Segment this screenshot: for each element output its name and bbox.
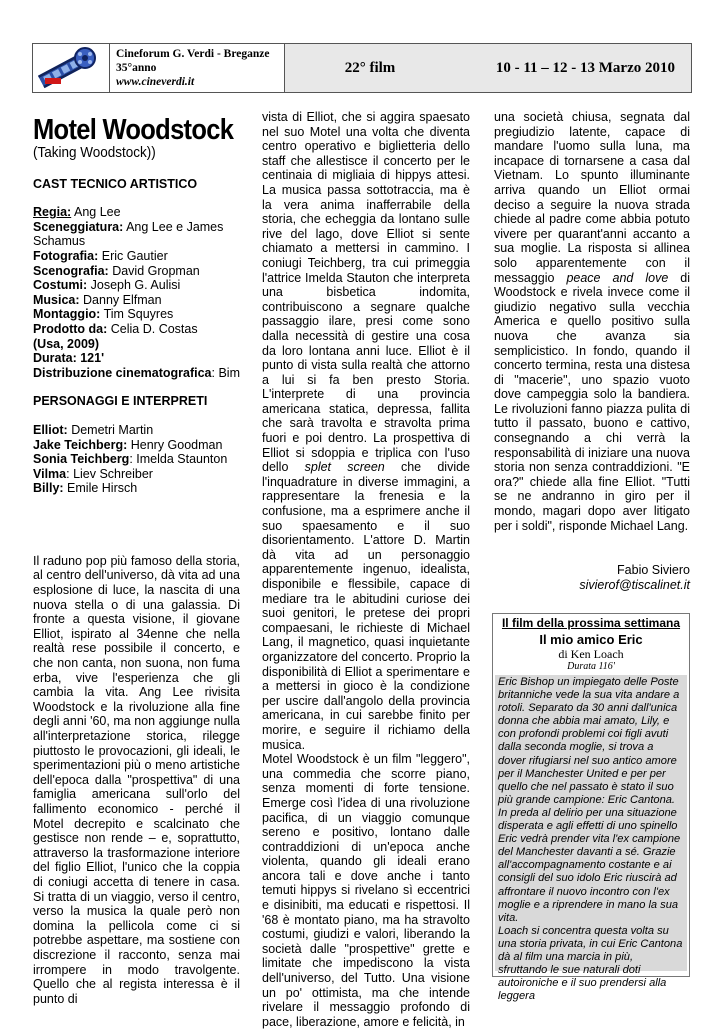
next-week-heading: Il film della prossima settimana [501, 616, 681, 630]
credit-label: Musica: [33, 292, 80, 307]
credit-label: Costumi: [33, 278, 88, 293]
review-text: di Woodstock e rivela invece come il giudizio negativo sulla vecchia America e quello positivo sulla nuova che avanza sia semplicistico. In fondo, quando il concerto termina, resta una distesa di "macerie", uno spazio vuoto dove campeggia solo la bandiera. Le rivoluzioni fanno piazza pulita di tutto il passato, buono e cattivo, consegnando a chi verrà la responsabilità di iniziare una nuova storia non senza contraddizioni. "E ora?" chiede alla fine Elliot. "Tutti se ne andranno in giro per il mondo, magari dopo aver litigato per i soldi", risponde Michael Lang. [494, 270, 690, 533]
next-film-title: Il mio amico Eric [539, 632, 643, 647]
credit-scenografia [33, 264, 240, 279]
review-author: Fabio Siviero [617, 563, 690, 578]
header-site: www.cineverdi.it [116, 76, 195, 88]
review-paragraph-2 [262, 110, 470, 752]
review-paragraph-1: Il raduno pop più famoso della storia, al centro dell'universo, dà vita ad una esplosione di luce, la nascita di una nuova stella o di una galassia. Di fronte a questa visione, il giovane Elliot, ispirato al 34enne che nella realtà rese possibile il concerto, e che non canta, non suona, non fuma erba, vive l'esperienza che gli cambia la vita. Ang Lee rivisita Woodstock e la rivoluzione alla fine degli anni '60, ma non aggiunge nulla all'interpretazione storica, rilegge piuttosto le provocazioni, gli ideali, le sperimentazioni più o meno artistiche dell'epoca dalla "prospettiva" di una famiglia americana sull'orlo del fallimento economico - perché il Motel decrepito e scalcinato che gestisce non rende – e, soprattutto, attraverso la trasformazione interiore del figlio Elliot, l'unico che la coppia di coniugi accetta di tenere in casa. Si tratta di un viaggio, verso il centro, verso la musica la quale però non domina la pellicola come ci si potrebbe aspettare, ma sostiene con discrezione il racconto, senza mai irrompere in modo travolgente. Quello che al regista interessa è il punto di [33, 553, 240, 1006]
cast-vilma [33, 467, 240, 482]
credit-label: Montaggio: [33, 307, 101, 322]
review-text: vista di Elliot, che si aggira spaesato nel suo Motel una volta che diventa centro operativo e biglietteria dello staff che allestisce il concerto per le centinaia di migliaia di hippys attesi. La musica passa sottotraccia, ma è la vera anima inafferrabile della storia, che echeggia da lontano sulle rive del lago, dove Elliot si sente chiamato a mettersi in cammino. I coniugi Teichberg, tra cui primeggia l'attrice Imelda Stauton che interpreta una bisbetica indomita, contribuiscono a segnare qualche passaggio ilare, presi come sono dalla necessità di gestire una cosa da loro lontana anni luce. Elliot è il punto di vista sulla realtà che attorno a lui si fa ben presto Storia. L'interprete di una provincia americana statica, depressa, fallita che sarà travolta e stravolta prima fuori e poi dentro. La prospettiva di Elliot si sdoppia e triplica con l'uso dello [262, 110, 470, 475]
credit-musica [33, 293, 240, 308]
credit-label: Scenografia: [33, 263, 109, 278]
film-number: 22° film [344, 59, 396, 76]
screening-dates: 10 - 11 – 12 - 13 Marzo 2010 [495, 59, 675, 76]
actor-name: : Imelda Staunton [129, 452, 228, 467]
film-reel-camera-icon [33, 44, 107, 92]
credit-montaggio [33, 307, 240, 322]
credit-durata [33, 351, 240, 366]
actor-name: Henry Goodman [127, 437, 223, 452]
synopsis-paragraph: Eric Bishop un impiegato delle Poste britanniche vede la sua vita andare a rotoli. Separato da 30 anni dall'unica donna che abbia mai amato, Lily, e con profondi problemi coi figli avuti dalla seconda moglie, si trova a dover rifugiarsi nel suo antico amore per il Manchester United e per per quello che nel passato è stato il suo più grande campione: Eric Cantona. [498, 676, 680, 806]
credit-value: Celia D. Costas [107, 321, 198, 336]
synopsis-paragraph: In preda al delirio per una situazione disperata e agli effetti di uno spinello Eric vedrà prender vita l'ex campione del Manchester davanti a sé. Grazie all'accompagnamento costante e ai consigli del suo idolo Eric riuscirà ad affrontare il nuovo incontro con l'ex moglie e a riprendere in mano la sua vita. [498, 806, 681, 924]
header-info [110, 44, 285, 92]
cast-elliot [33, 423, 240, 438]
next-week-box [492, 613, 690, 1003]
column-3 [494, 110, 690, 592]
actor-name: Emile Hirsch [63, 481, 138, 496]
actor-name: : Liev Schreiber [66, 466, 153, 481]
next-film-duration: Durata 116' [567, 661, 615, 672]
review-text: che divide l'inquadrature in diverse immagini, a rappresentare la frenesia e la confusione, ma a esprimere anche il suo spaesamento e il suo disorientamento. L'attore D. Martin dà vita ad un personaggio apparentemente ingenuo, idealista, disponibile e flessibile, capace di mediare tra le abitudini curiose dei suoi genitori, le pretese dei propri compaesani, le richieste di Michael Lang, il magnetico, quasi inquietante organizzatore del concerto. Proprio la disponibilità di Elliot a sperimentare e a mettersi in gioco è la condizione per uscire dall'angolo della provincia americana, in cui sarebbe finito per morire, e seguire il richiamo della musica. [262, 460, 470, 752]
credit-value: Eric Gautier [98, 248, 168, 263]
column-2 [262, 110, 470, 1029]
next-week-header [493, 614, 689, 673]
cast-jake [33, 438, 240, 453]
credit-value: Tim Squyres [100, 307, 174, 322]
cast-tecnico-list [33, 205, 240, 380]
credit-value: : Bim [211, 365, 240, 380]
credit-prodotto [33, 322, 240, 337]
review-text: una società chiusa, segnata dal pregiudizio latente, capace di mandare l'uomo sulla luna, ma incapace di tornarsene a casa dal Vietnam. Lo spunto illuminante arriva quando un Elliot ormai deciso a seguire la nuova strada chiede al padre come abbia potuto vivere per quarant'anni accanto a sua moglie. La risposta si allinea solo apparentemente con il messaggio [494, 110, 690, 285]
review-emphasis: splet screen [304, 460, 385, 475]
credit-value: Ang Lee e James Schamus [33, 219, 224, 249]
header-logo-cell [33, 44, 110, 92]
next-film-synopsis [495, 675, 687, 1003]
credit-label: Distribuzione cinematografica [33, 365, 212, 380]
next-film-director: di Ken Loach [558, 647, 624, 661]
credit-fotografia [33, 249, 240, 264]
header-right [285, 44, 691, 92]
page-header [32, 43, 692, 93]
credit-label: (Usa, 2009) [33, 336, 100, 351]
film-original-title: (Taking Woodstock)) [33, 144, 156, 161]
cast-sonia [33, 452, 240, 467]
review-paragraph-3: Motel Woodstock è un film "leggero", una commedia che scorre piano, senza momenti di forte tensione. Emerge così l'idea di una rivoluzione pacifica, di un viaggio comunque sereno e positivo, lontano dalle contraddizioni di un'epoca anche violenta, quando gli ideali erano ancora tali e dove anche i tanto temuti hippys si rivelano sì eccentrici e disinibiti, ma educati e rispettosi. Il '68 è montato piano, ma ha stravolto costumi, giudizi e valori, liberando la società dalle "prospettive" grette e limitate che impediscono la vista dell'universo, del Tutto. Una visione un po' ottimista, ma che intende rivelare il messaggio profondo di pace, liberazione, amore e felicità, in [262, 752, 470, 1029]
review-emphasis: peace and love [566, 270, 669, 285]
credit-costumi [33, 278, 240, 293]
credit-value: David Gropman [108, 263, 200, 278]
column-1 [33, 110, 240, 1006]
interpreti-heading: PERSONAGGI E INTERPRETI [33, 394, 208, 409]
review-paragraph-4 [494, 110, 690, 533]
credit-value: Ang Lee [71, 205, 121, 220]
credit-country-year [33, 337, 240, 352]
role-label: Vilma [33, 466, 67, 481]
cast-tecnico-heading: CAST TECNICO ARTISTICO [33, 176, 198, 191]
credit-label: Regia: [33, 205, 72, 220]
cast-billy [33, 481, 240, 496]
header-year: 35°anno [116, 62, 157, 74]
credit-value: Joseph G. Aulisi [87, 278, 181, 293]
film-title: Motel Woodstock [33, 114, 234, 146]
credit-label: Durata: 121' [33, 351, 105, 366]
review-email: sivierof@tiscalinet.it [579, 577, 690, 592]
credit-label: Sceneggiatura: [33, 219, 124, 234]
credit-label: Prodotto da: [33, 321, 108, 336]
credit-distribuzione [33, 366, 240, 381]
role-label: Sonia Teichberg [33, 452, 130, 467]
credit-sceneggiatura [33, 220, 240, 249]
synopsis-paragraph: Loach si concentra questa volta su una storia privata, in cui Eric Cantona dà al film una marcia in più, sfruttando le sue naturali doti autoironiche e il suo prendersi alla leggera [498, 924, 683, 1003]
credit-regia [33, 205, 240, 220]
credit-value: Danny Elfman [79, 292, 162, 307]
credit-label: Fotografia: [33, 248, 99, 263]
role-label: Jake Teichberg: [33, 437, 128, 452]
header-org: Cineforum G. Verdi - Breganze [116, 48, 270, 60]
role-label: Elliot: [33, 422, 68, 437]
actor-name: Demetri Martin [67, 422, 154, 437]
interpreti-list [33, 423, 240, 496]
role-label: Billy: [33, 481, 64, 496]
